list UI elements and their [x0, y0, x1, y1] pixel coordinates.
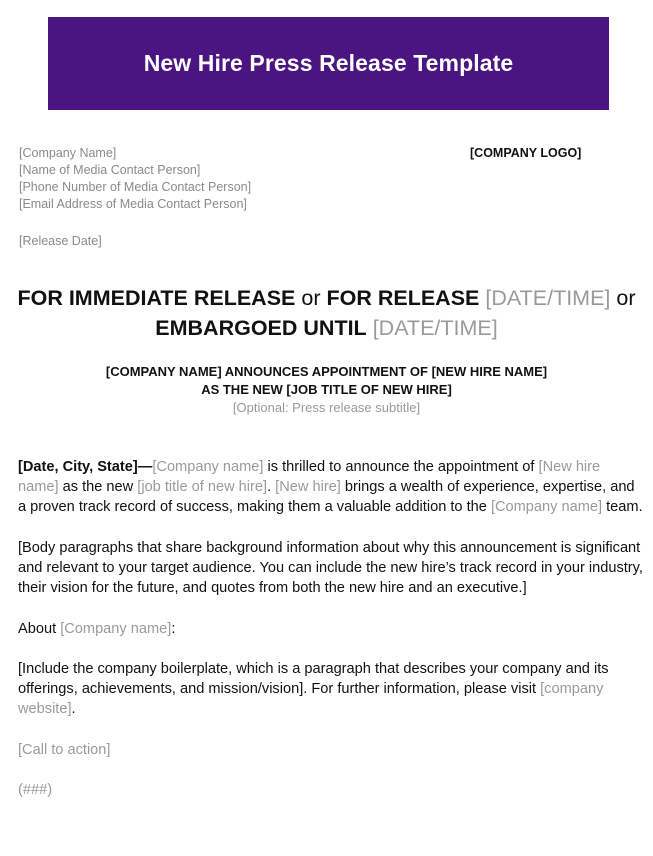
dateline: [Date, City, State]— — [18, 459, 153, 475]
subtitle-placeholder: [Optional: Press release subtitle] — [232, 400, 421, 415]
call-to-action-placeholder: [Call to action] — [18, 741, 111, 758]
announcement-heading — [0, 363, 653, 417]
company-name-placeholder: [Company name] — [152, 459, 264, 475]
announcement-line-1: [COMPANY NAME] ANNOUNCES APPOINTMENT OF [NEW HIRE NAME] — [105, 364, 548, 379]
company-name-placeholder: [Company Name] — [19, 146, 117, 160]
boilerplate-paragraph — [18, 659, 643, 720]
body-text: is thrilled to announce the appointment of — [263, 459, 539, 475]
boilerplate-text: [Include the company boilerplate, which is a paragraph that describes your company and its offerings, achievements, and mission/vision]. For further information, please visit — [18, 660, 609, 698]
about-colon: : — [171, 620, 176, 637]
or-text: or — [301, 286, 321, 310]
contact-person-placeholder: [Name of Media Contact Person] — [19, 163, 201, 177]
immediate-release-text: FOR IMMEDIATE RELEASE — [17, 286, 296, 310]
about-heading — [18, 619, 643, 639]
body-text: brings a wealth of experience, expertise, and a proven track record of success, making them a valuable addition to the — [18, 479, 635, 516]
datetime-placeholder: [DATE/TIME] — [372, 316, 498, 340]
phone-placeholder: [Phone Number of Media Contact Person] — [19, 180, 252, 194]
announcement-line-2: AS THE NEW [JOB TITLE OF NEW HIRE] — [201, 382, 452, 397]
period: . — [71, 701, 76, 718]
end-marker: (###) — [18, 782, 53, 799]
new-hire-name-placeholder: [New hire name] — [18, 459, 601, 496]
release-headline — [0, 283, 653, 343]
body-text: . — [267, 479, 276, 496]
body-text: as the new — [58, 479, 138, 496]
body-paragraph-placeholder: [Body paragraphs that share background information about why this announcement is significant and relevant to your target audience. You can include the new hire’s track record in your industry, their vision for the future, and quotes from both the new hire and an executive.] — [18, 539, 643, 597]
embargoed-until-text: EMBARGOED UNTIL — [155, 316, 367, 340]
document-title: New Hire Press Release Template — [143, 50, 514, 76]
body-text: team. — [602, 499, 643, 516]
contact-block — [19, 145, 251, 213]
or-text: or — [616, 286, 636, 310]
for-release-text: FOR RELEASE — [326, 286, 480, 310]
new-hire-placeholder: [New hire] — [275, 479, 341, 496]
email-placeholder: [Email Address of Media Contact Person] — [19, 197, 247, 211]
title-banner — [48, 17, 609, 110]
about-label: About — [18, 620, 61, 637]
company-logo-placeholder: [COMPANY LOGO] — [470, 146, 582, 160]
press-release-body — [18, 457, 643, 821]
company-website-placeholder: [company website] — [18, 681, 604, 718]
lead-paragraph — [18, 457, 643, 518]
release-date-placeholder: [Release Date] — [19, 234, 102, 248]
company-name-placeholder: [Company name] — [60, 620, 172, 637]
job-title-placeholder: [job title of new hire] — [137, 479, 268, 496]
datetime-placeholder: [DATE/TIME] — [485, 286, 611, 310]
company-name-placeholder: [Company name] — [490, 499, 603, 516]
